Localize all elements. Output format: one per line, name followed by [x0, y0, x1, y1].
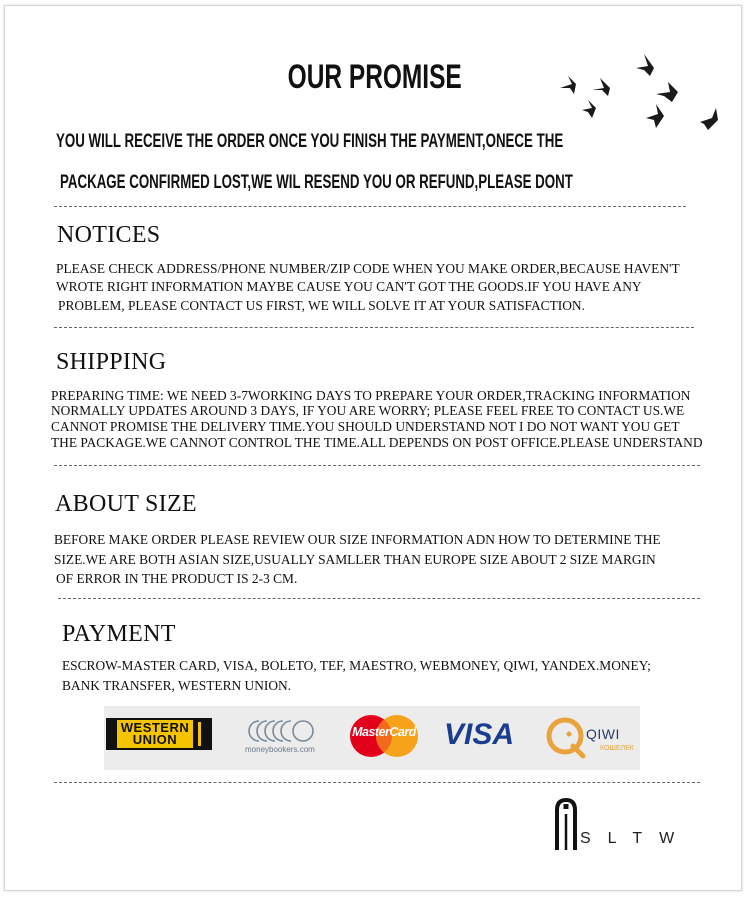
bird-icon: [646, 104, 664, 128]
bird-icon: [636, 54, 654, 76]
shipping-line-4: THE PACKAGE.WE CANNOT CONTROL THE TIME.ALL DEPENDS ON POST OFFICE.PLEASE UNDERSTAND: [51, 435, 703, 450]
payment-heading: PAYMENT: [62, 621, 176, 647]
shipping-line-2: NORMALLY UPDATES AROUND 3 DAYS, IF YOU ARE WORRY; PLEASE FEEL FREE TO CONTACT US.WE: [51, 403, 685, 418]
divider: [54, 465, 700, 466]
bird-icon: [656, 82, 678, 102]
size-line-3: OF ERROR IN THE PRODUCT IS 2-3 CM.: [56, 571, 298, 586]
notices-line-2: WROTE RIGHT INFORMATION MAYBE CAUSE YOU CAN'T GOT THE GOODS.IF YOU HAVE ANY: [56, 279, 642, 294]
western-union-bottom-text: UNION: [132, 732, 178, 747]
payment-line-2: BANK TRANSFER, WESTERN UNION.: [62, 678, 292, 693]
brand-letters: SLTW: [580, 830, 692, 847]
divider: [54, 782, 700, 783]
notices-heading: NOTICES: [57, 222, 161, 248]
size-line-1: BEFORE MAKE ORDER PLEASE REVIEW OUR SIZE INFORMATION ADN HOW TO DETERMINE THE: [54, 532, 661, 547]
qiwi-sub-label: КОШЕЛЕК: [600, 745, 634, 752]
bird-icon: [592, 78, 610, 96]
bird-icon: [700, 108, 718, 130]
shipping-heading: SHIPPING: [56, 349, 167, 375]
qiwi-label: QIWI: [586, 726, 620, 742]
moneybookers-label: moneybookers.com: [245, 745, 315, 754]
moneybookers-icon: [245, 717, 317, 745]
size-heading: ABOUT SIZE: [55, 491, 197, 517]
notices-line-3: PROBLEM, PLEASE CONTACT US FIRST, WE WILL SOLVE IT AT YOUR SATISFACTION.: [58, 298, 585, 313]
western-union-top-text: WESTERN: [120, 720, 190, 735]
mastercard-label: MasterCard: [352, 725, 416, 739]
western-union-bar: [198, 722, 201, 746]
visa-logo: VISA: [444, 718, 515, 751]
bird-icon: [560, 76, 576, 94]
notices-line-1: PLEASE CHECK ADDRESS/PHONE NUMBER/ZIP CODE WHEN YOU MAKE ORDER,BECAUSE HAVEN'T: [56, 261, 680, 276]
western-union-logo: [106, 718, 212, 750]
divider: [54, 327, 694, 328]
shipping-line-1: PREPARING TIME: WE NEED 3-7WORKING DAYS TO PREPARE YOUR ORDER,TRACKING INFORMATION: [51, 388, 691, 403]
divider: [54, 206, 686, 207]
divider: [58, 598, 700, 599]
payment-line-1: ESCROW-MASTER CARD, VISA, BOLETO, TEF, MAESTRO, WEBMONEY, QIWI, YANDEX.MONEY;: [62, 658, 651, 673]
qiwi-icon: [545, 716, 589, 760]
promise-line-2: PACKAGE CONFIRMED LOST,WE WIL RESEND YOU OR REFUND,PLEASE DONT: [60, 172, 573, 193]
size-line-2: SIZE.WE ARE BOTH ASIAN SIZE,USUALLY SAMLLER THAN EUROPE SIZE ABOUT 2 SIZE MARGIN: [54, 552, 656, 567]
shipping-line-3: CANNOT PROMISE THE DELIVERY TIME.YOU SHOULD UNDERSTAND NOT I DO NOT WANT YOU GET: [51, 419, 680, 434]
bird-icon: [582, 100, 596, 118]
birds-decoration: [552, 48, 724, 144]
brand-logo-icon: [553, 796, 579, 852]
page-title: OUR PROMISE: [287, 58, 462, 96]
promise-line-1: YOU WILL RECEIVE THE ORDER ONCE YOU FINISH THE PAYMENT,ONECE THE: [56, 131, 564, 152]
